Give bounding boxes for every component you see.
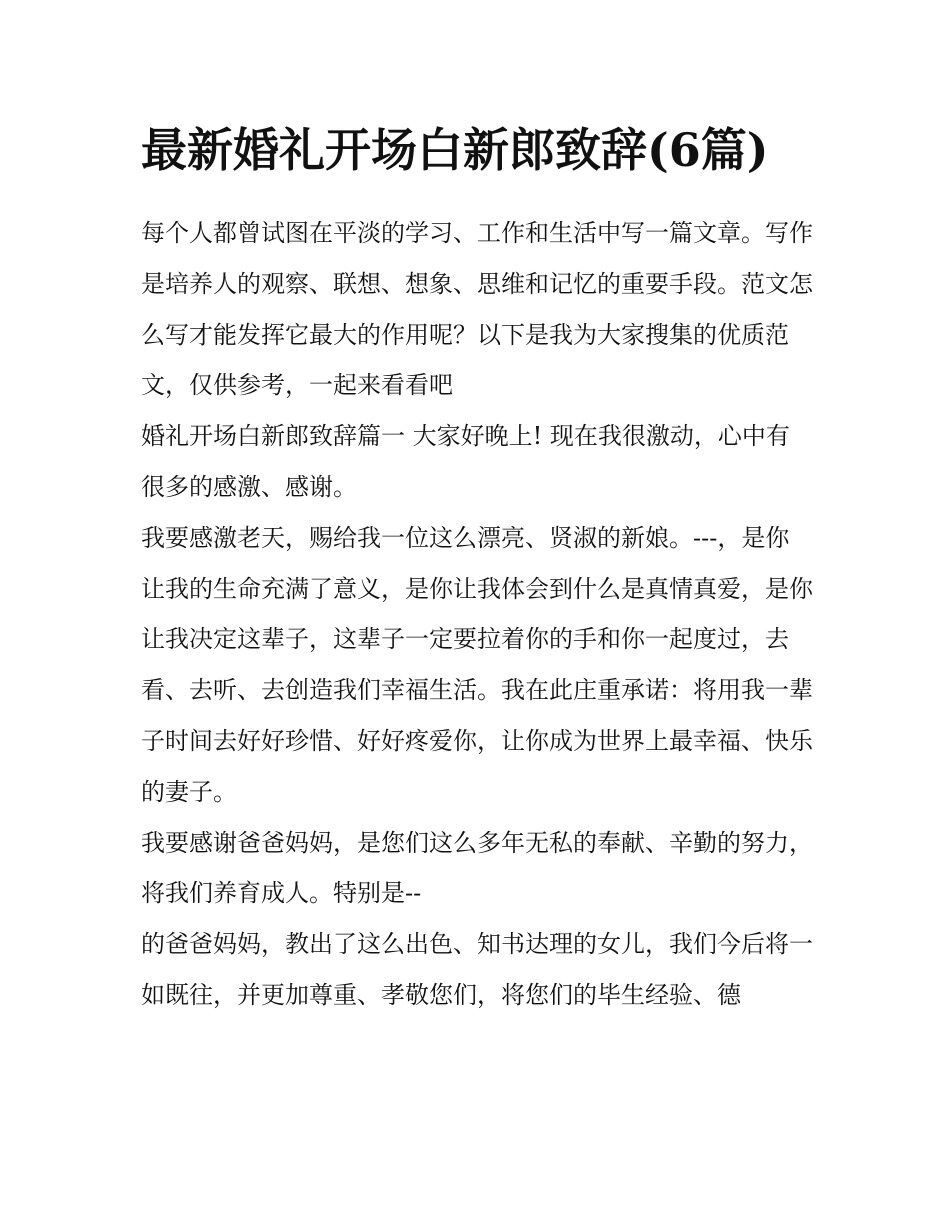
paragraph-intro: 每个人都曾试图在平淡的学习、工作和生活中写一篇文章。写作是培养人的观察、联想、想象、思维和记忆的重要手段。范文怎么写才能发挥它最大的作用呢？以下是我为大家搜集的优质范文，仅供参考，一起来看看吧: [141, 219, 813, 400]
paragraph-thanks-parents: 我要感谢爸爸妈妈，是您们这么多年无私的奉献、辛勤的努力，将我们养育成人。特别是--: [141, 828, 813, 908]
paragraph-thanks-bride: 我要感激老天，赐给我一位这么漂亮、贤淑的新娘。---，是你让我的生命充满了意义，是你让我体会到什么是真情真爱，是你让我决定这辈子，这辈子一定要拉着你的手和你一起度过，去看、去听、去创造我们幸福生活。我在此庄重承诺：将用我一辈子时间去好好珍惜、好好疼爱你，让你成为世界上最幸福、快乐的妻子。: [141, 523, 813, 806]
paragraph-greeting: 婚礼开场白新郎致辞篇一 大家好晚上! 现在我很激动，心中有很多的感激、感谢。: [141, 422, 790, 501]
document-title: 最新婚礼开场白新郎致辞(6篇): [141, 123, 769, 177]
paragraph-parents-in-law: 的爸爸妈妈，教出了这么出色、知书达理的女儿，我们今后将一如既往，并更加尊重、孝敬您们，将您们的毕生经验、德: [141, 930, 813, 1009]
document-body: [141, 208, 813, 1021]
document-page: [141, 112, 813, 1021]
